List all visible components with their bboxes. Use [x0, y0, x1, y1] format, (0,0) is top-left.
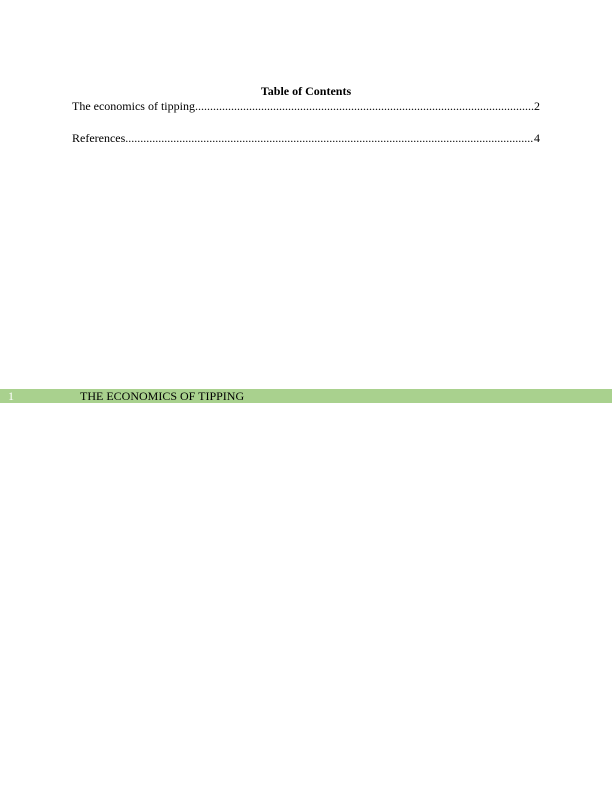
toc-entry-economics-of-tipping[interactable]: [72, 99, 540, 113]
toc-title: Table of Contents: [260, 84, 352, 98]
toc-entry-references[interactable]: [72, 131, 540, 145]
page-header-band: [0, 389, 612, 403]
toc-dot-leader: [125, 131, 534, 145]
running-head: THE ECONOMICS OF TIPPING: [80, 389, 245, 403]
page-number: 1: [8, 389, 14, 403]
toc-entry-label: The economics of tipping: [72, 99, 195, 113]
toc-entry-page: 2: [534, 99, 540, 113]
toc-entry-page: 4: [534, 131, 540, 145]
toc-dot-leader: [195, 99, 534, 113]
toc-entry-label: References: [72, 131, 126, 145]
